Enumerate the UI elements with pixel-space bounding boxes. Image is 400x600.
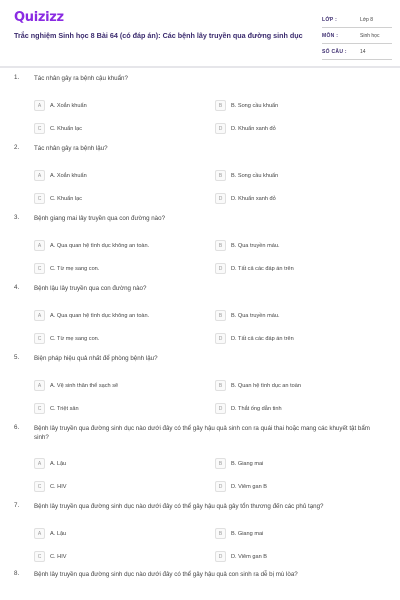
meta-value: Sinh học [360, 32, 380, 39]
answer-option-b[interactable] [215, 170, 278, 181]
option-text: C. HIV [50, 553, 67, 560]
option-letter-box: B [215, 528, 226, 539]
option-text: B. Qua truyền máu. [231, 312, 280, 319]
question-text: Bệnh lậu lây truyền qua con đường nào? [34, 285, 147, 292]
option-text: C. Khuẩn lạc [50, 125, 83, 132]
option-letter-box: D [215, 193, 226, 204]
meta-value: 14 [360, 48, 366, 55]
header-divider [0, 66, 400, 68]
question-number: 1. [14, 74, 20, 81]
answer-option-d[interactable] [215, 481, 267, 492]
answer-option-a[interactable] [34, 170, 87, 181]
worksheet-header [0, 0, 400, 66]
option-text: D. Viêm gan B [231, 553, 267, 560]
option-text: B. Quan hệ tình dục an toàn [231, 382, 301, 389]
option-letter-box: B [215, 240, 226, 251]
option-text: A. Xoắn khuẩn [50, 172, 87, 179]
question-number: 4. [14, 284, 20, 291]
answer-option-a[interactable] [34, 310, 149, 321]
option-letter-box: A [34, 170, 45, 181]
answer-option-c[interactable] [34, 123, 82, 134]
option-text: A. Qua quan hệ tình dục không an toàn. [50, 312, 150, 319]
question-text: Biện pháp hiệu quả nhất để phòng bệnh lậu? [34, 355, 158, 362]
option-letter-box: D [215, 551, 226, 562]
option-text: A. Qua quan hệ tình dục không an toàn. [50, 242, 150, 249]
option-text: C. Khuẩn lạc [50, 195, 83, 202]
answer-option-d[interactable] [215, 123, 276, 134]
meta-row-question-count [322, 44, 392, 60]
option-text: C. Triệt sản [50, 405, 79, 412]
option-text: C. Từ mẹ sang con. [50, 265, 100, 272]
meta-label: MÔN : [322, 32, 339, 39]
answer-option-c[interactable] [34, 551, 66, 562]
option-letter-box: C [34, 333, 45, 344]
question-text: Bệnh lây truyền qua đường sinh dục nào dưới đây có thể gây hậu quả sinh con ra quái thai hoặc mang các khuyết tật bẩm sinh? [34, 425, 370, 441]
question-number: 8. [14, 570, 20, 577]
option-text: A. Xoắn khuẩn [50, 102, 87, 109]
worksheet-meta [322, 12, 392, 60]
option-text: A. Lậu [50, 530, 67, 537]
option-letter-box: A [34, 240, 45, 251]
answer-option-d[interactable] [215, 263, 294, 274]
answer-option-b[interactable] [215, 310, 280, 321]
option-letter-box: C [34, 263, 45, 274]
option-letter-box: C [34, 193, 45, 204]
question-text: Bệnh lây truyền qua đường sinh dục nào dưới đây có thể gây hậu quả con sinh ra dễ bị mù lòa? [34, 571, 298, 578]
option-letter-box: B [215, 100, 226, 111]
option-text: C. Từ mẹ sang con. [50, 335, 100, 342]
option-text: B. Song cầu khuẩn [231, 102, 279, 109]
answer-option-a[interactable] [34, 380, 118, 391]
answer-option-a[interactable] [34, 458, 66, 469]
answer-option-d[interactable] [215, 333, 294, 344]
option-letter-box: A [34, 528, 45, 539]
option-letter-box: B [215, 170, 226, 181]
option-letter-box: C [34, 481, 45, 492]
answer-option-c[interactable] [34, 481, 66, 492]
answer-option-d[interactable] [215, 551, 267, 562]
answer-option-b[interactable] [215, 528, 263, 539]
answer-option-b[interactable] [215, 458, 263, 469]
answer-option-b[interactable] [215, 100, 278, 111]
option-text: D. Tất cả các đáp án trên [231, 335, 294, 342]
option-letter-box: D [215, 263, 226, 274]
answer-option-c[interactable] [34, 193, 82, 204]
option-letter-box: D [215, 481, 226, 492]
option-letter-box: C [34, 403, 45, 414]
option-text: B. Giang mai [231, 530, 264, 537]
meta-row-subject [322, 28, 392, 44]
answer-option-d[interactable] [215, 193, 276, 204]
option-letter-box: C [34, 551, 45, 562]
option-letter-box: B [215, 310, 226, 321]
answer-option-b[interactable] [215, 240, 280, 251]
option-letter-box: A [34, 100, 45, 111]
option-letter-box: B [215, 380, 226, 391]
question-text: Bệnh giang mai lây truyền qua con đường nào? [34, 215, 166, 222]
answer-option-a[interactable] [34, 100, 87, 111]
meta-row-grade [322, 12, 392, 28]
answer-option-c[interactable] [34, 333, 99, 344]
option-text: A. Vệ sinh thân thể sạch sẽ [50, 382, 119, 389]
option-text: D. Tất cả các đáp án trên [231, 265, 294, 272]
option-text: D. Thắt ống dẫn tinh [231, 405, 282, 412]
option-text: D. Viêm gan B [231, 483, 267, 490]
option-letter-box: A [34, 380, 45, 391]
question-number: 7. [14, 502, 20, 509]
meta-value: Lớp 8 [360, 16, 374, 23]
question-text: Tác nhân gây ra bệnh cậu khuẩn? [34, 75, 128, 82]
question-number: 3. [14, 214, 20, 221]
option-text: B. Giang mai [231, 460, 264, 467]
question-number: 6. [14, 424, 20, 431]
answer-option-c[interactable] [34, 263, 99, 274]
option-letter-box: D [215, 123, 226, 134]
option-text: C. HIV [50, 483, 67, 490]
option-letter-box: A [34, 458, 45, 469]
answer-option-a[interactable] [34, 240, 149, 251]
question-number: 5. [14, 354, 20, 361]
answer-option-c[interactable] [34, 403, 79, 414]
answer-option-d[interactable] [215, 403, 282, 414]
question-text: Bệnh lây truyền qua đường sinh dục nào dưới đây có thể gây hậu quả gây tổn thương đến các phủ tạng? [34, 503, 324, 510]
option-letter-box: A [34, 310, 45, 321]
option-letter-box: D [215, 403, 226, 414]
option-text: D. Khuẩn xanh đỏ [231, 195, 276, 202]
option-text: D. Khuẩn xanh đỏ [231, 125, 276, 132]
quizizz-logo: Quizizz [14, 10, 64, 25]
answer-option-b[interactable] [215, 380, 301, 391]
worksheet-title: Trắc nghiệm Sinh học 8 Bài 64 (có đáp án): Các bệnh lây truyền qua đường sinh dục [14, 31, 303, 40]
option-letter-box: C [34, 123, 45, 134]
meta-label: LỚP : [322, 16, 338, 23]
meta-label: SỐ CÂU : [322, 48, 347, 55]
question-text: Tác nhân gây ra bệnh lậu? [34, 145, 108, 152]
option-letter-box: B [215, 458, 226, 469]
option-text: B. Song cầu khuẩn [231, 172, 279, 179]
option-letter-box: D [215, 333, 226, 344]
option-text: A. Lậu [50, 460, 67, 467]
answer-option-a[interactable] [34, 528, 66, 539]
option-text: B. Qua truyền máu. [231, 242, 280, 249]
question-number: 2. [14, 144, 20, 151]
